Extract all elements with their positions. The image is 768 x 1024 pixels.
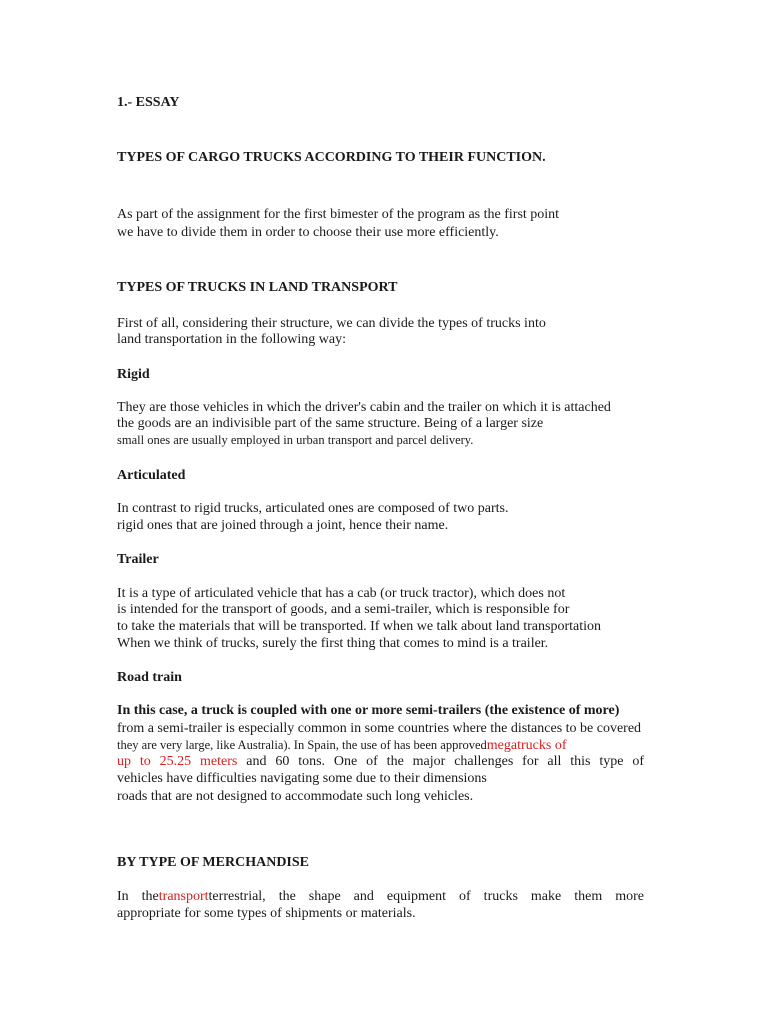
trailer-line-1: It is a type of articulated vehicle that has a cab (or truck tractor), which does not xyxy=(117,586,566,601)
megatrucks-link[interactable]: megatrucks of xyxy=(486,738,567,753)
trailer-line-4: When we think of trucks, surely the first thing that comes to mind is a trailer. xyxy=(117,636,549,651)
articulated-line-2: rigid ones that are joined through a joint, hence their name. xyxy=(117,518,449,533)
articulated-heading: Articulated xyxy=(117,468,186,483)
transport-link[interactable]: transport xyxy=(158,889,209,904)
megatrucks-length-link[interactable]: up to 25.25 meters xyxy=(117,754,238,769)
land-transport-intro-line-1: First of all, considering their structure, we can divide the types of trucks into xyxy=(117,316,546,331)
rigid-heading: Rigid xyxy=(117,367,150,382)
merchandise-line-1 xyxy=(117,888,644,905)
road-train-line-1: In this case, a truck is coupled with one or more semi-trailers (the existence of more) xyxy=(117,703,620,718)
land-transport-heading: TYPES OF TRUCKS IN LAND TRANSPORT xyxy=(117,280,398,295)
road-train-line-4-text: and 60 tons. One of the major challenges for all this type of xyxy=(237,754,644,769)
rigid-line-2: the goods are an indivisible part of the same structure. Being of a larger size xyxy=(117,416,544,431)
intro-line-2: we have to divide them in order to choose their use more efficiently. xyxy=(117,225,499,240)
road-train-line-2: from a semi-trailer is especially common in some countries where the distances to be covered xyxy=(117,721,642,736)
merchandise-line-2: appropriate for some types of shipments or materials. xyxy=(117,906,416,921)
section-heading: 1.- ESSAY xyxy=(117,95,180,110)
road-train-line-4 xyxy=(117,753,644,770)
road-train-heading: Road train xyxy=(117,670,182,685)
road-train-line-3 xyxy=(117,737,567,754)
trailer-line-3: to take the materials that will be transported. If when we talk about land transportation xyxy=(117,619,602,634)
trailer-line-2: is intended for the transport of goods, and a semi-trailer, which is responsible for xyxy=(117,602,570,617)
road-train-line-6: roads that are not designed to accommodate such long vehicles. xyxy=(117,789,474,804)
merchandise-line-1-post: terrestrial, the shape and equipment of trucks make them more xyxy=(208,889,644,904)
document-title: TYPES OF CARGO TRUCKS ACCORDING TO THEIR FUNCTION. xyxy=(117,150,546,165)
road-train-line-5: vehicles have difficulties navigating some due to their dimensions xyxy=(117,771,487,786)
intro-line-1: As part of the assignment for the first bimester of the program as the first point xyxy=(117,207,560,222)
land-transport-intro-line-2: land transportation in the following way: xyxy=(117,332,347,347)
rigid-line-3: small ones are usually employed in urban transport and parcel delivery. xyxy=(117,433,474,447)
merchandise-line-1-pre: In the xyxy=(117,889,159,904)
road-train-line-3-text: they are very large, like Australia). In Spain, the use of has been approved xyxy=(117,738,487,752)
trailer-heading: Trailer xyxy=(117,552,159,567)
rigid-line-1: They are those vehicles in which the driver's cabin and the trailer on which it is attached xyxy=(117,400,611,415)
articulated-line-1: In contrast to rigid trucks, articulated ones are composed of two parts. xyxy=(117,501,509,516)
merchandise-heading: BY TYPE OF MERCHANDISE xyxy=(117,855,310,870)
